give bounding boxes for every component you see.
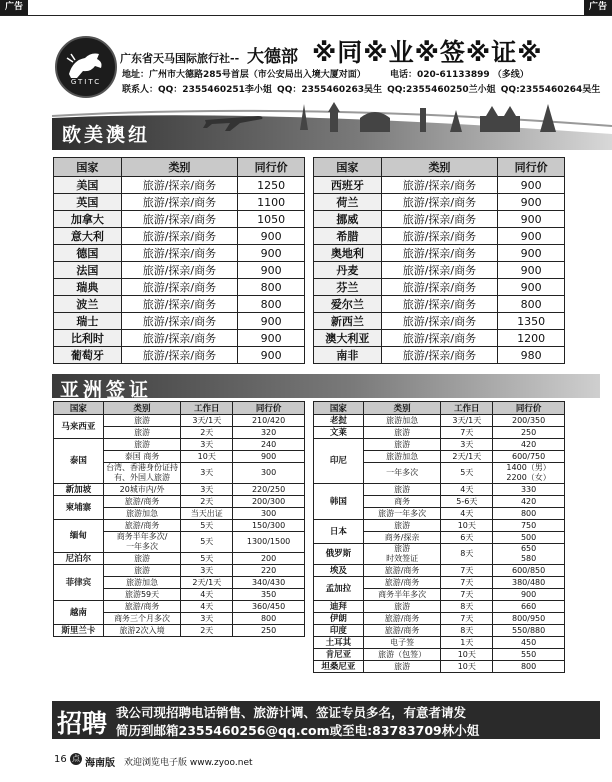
- workdays-cell: 8天: [441, 544, 493, 565]
- company-address: 地址：广州市大德路285号首层（市公安局出入境大厦对面）: [122, 70, 366, 80]
- asia-table-right: [313, 401, 565, 673]
- price-cell: 900: [498, 262, 565, 279]
- country-cell: 荷兰: [314, 194, 382, 211]
- category-cell: 旅游2次入境: [103, 625, 181, 637]
- workdays-cell: 3天: [181, 613, 233, 625]
- price-cell: 300: [233, 508, 305, 520]
- edition-name: 海南版: [85, 758, 115, 769]
- category-cell: 旅游/探亲/商务: [121, 245, 237, 262]
- price-cell: 1250: [238, 177, 305, 194]
- price-cell: 550/880: [493, 625, 565, 637]
- price-cell: 360/450: [233, 601, 305, 613]
- category-cell: 旅游（包签）: [363, 649, 441, 661]
- col-category: 类别: [381, 158, 497, 177]
- col-price: 同行价: [493, 402, 565, 415]
- price-cell: 240: [233, 439, 305, 451]
- table-row: [54, 228, 305, 245]
- country-cell: 肯尼亚: [314, 649, 364, 661]
- price-cell: 900: [493, 589, 565, 601]
- category-cell: 旅游/探亲/商务: [381, 313, 497, 330]
- category-cell: 商务半年多次: [363, 589, 441, 601]
- col-category: 类别: [121, 158, 237, 177]
- country-cell: 瑞典: [54, 279, 122, 296]
- workdays-cell: 5天: [441, 463, 493, 484]
- category-cell: 20城市内/外: [103, 484, 181, 496]
- table-row: [314, 347, 565, 364]
- category-cell: 旅游: [103, 427, 181, 439]
- table-row: [314, 313, 565, 330]
- price-cell: 800/950: [493, 613, 565, 625]
- category-cell: 旅游/探亲/商务: [121, 296, 237, 313]
- table-row: [314, 415, 565, 427]
- company-phone: 电话：020-61133899 （多线）: [390, 70, 529, 80]
- country-cell: 波兰: [54, 296, 122, 313]
- horse-logo-icon: [55, 36, 117, 98]
- price-cell: 800: [498, 296, 565, 313]
- table-row: [314, 544, 565, 565]
- price-cell: 800: [238, 279, 305, 296]
- workdays-cell: 3天: [181, 484, 233, 496]
- price-cell: 200/350: [493, 415, 565, 427]
- price-cell: 900: [498, 279, 565, 296]
- price-cell: 900: [498, 177, 565, 194]
- category-cell: 旅游/探亲/商务: [121, 228, 237, 245]
- category-cell: 旅游加急: [363, 451, 441, 463]
- price-cell: 220/250: [233, 484, 305, 496]
- price-cell: 330: [493, 484, 565, 496]
- category-cell: 旅游/探亲/商务: [381, 228, 497, 245]
- table-row: [314, 520, 565, 532]
- edition-icon: 点: [72, 754, 80, 763]
- workdays-cell: 2天/1天: [441, 451, 493, 463]
- category-cell: 旅游/探亲/商务: [381, 211, 497, 228]
- category-cell: 旅游/探亲/商务: [121, 279, 237, 296]
- country-cell: 文莱: [314, 427, 364, 439]
- country-cell: 印尼: [314, 439, 364, 484]
- category-cell: 旅游/探亲/商务: [381, 279, 497, 296]
- table-row: [54, 296, 305, 313]
- price-cell: 550: [493, 649, 565, 661]
- country-cell: 埃及: [314, 565, 364, 577]
- workdays-cell: 8天: [441, 601, 493, 613]
- table-row: [54, 194, 305, 211]
- country-cell: 日本: [314, 520, 364, 544]
- europe-section-title: 欧美澳纽: [62, 124, 151, 146]
- country-cell: 加拿大: [54, 211, 122, 228]
- country-cell: 意大利: [54, 228, 122, 245]
- table-row: [54, 553, 305, 565]
- company-name: [120, 42, 298, 67]
- country-cell: 德国: [54, 245, 122, 262]
- col-workdays: 工作日: [181, 402, 233, 415]
- price-cell: 900: [238, 262, 305, 279]
- table-row: [54, 439, 305, 451]
- asia-section-title: 亚洲签证: [60, 379, 153, 401]
- country-cell: 英国: [54, 194, 122, 211]
- workdays-cell: 7天: [441, 589, 493, 601]
- table-row: [54, 484, 305, 496]
- category-cell: 旅游/探亲/商务: [121, 194, 237, 211]
- workdays-cell: 2天/1天: [181, 577, 233, 589]
- country-cell: 新西兰: [314, 313, 382, 330]
- price-cell: 800: [493, 508, 565, 520]
- workdays-cell: 当天出证: [181, 508, 233, 520]
- table-row: [314, 484, 565, 496]
- table-row: [54, 625, 305, 637]
- category-cell: 旅游加急: [363, 415, 441, 427]
- table-row: [314, 427, 565, 439]
- col-country: 国家: [314, 402, 364, 415]
- country-cell: 孟加拉: [314, 577, 364, 601]
- category-cell: 旅游: [363, 520, 441, 532]
- category-cell: 旅游/探亲/商务: [121, 313, 237, 330]
- contact-list: 联系人：QQ：2355460251李小姐 QQ：2355460263吴生 QQ:2355460250兰小姐 QQ:2355460264吴生: [122, 85, 601, 95]
- price-cell: 900: [238, 313, 305, 330]
- price-cell: 650 580: [493, 544, 565, 565]
- price-cell: 220: [233, 565, 305, 577]
- workdays-cell: 4天: [441, 508, 493, 520]
- table-row: [314, 245, 565, 262]
- top-rule: [0, 15, 612, 16]
- table-row: [54, 347, 305, 364]
- category-cell: 旅游/商务: [103, 520, 181, 532]
- category-cell: 旅游/探亲/商务: [121, 330, 237, 347]
- country-cell: 美国: [54, 177, 122, 194]
- price-cell: 900: [498, 245, 565, 262]
- workdays-cell: 8天: [441, 625, 493, 637]
- country-cell: 新加坡: [54, 484, 104, 496]
- workdays-cell: 3天: [181, 565, 233, 577]
- price-cell: 320: [233, 427, 305, 439]
- workdays-cell: 4天: [181, 601, 233, 613]
- country-cell: 土耳其: [314, 637, 364, 649]
- country-cell: 葡萄牙: [54, 347, 122, 364]
- category-cell: 旅游: [363, 439, 441, 451]
- workdays-cell: 7天: [441, 427, 493, 439]
- price-cell: 1350: [498, 313, 565, 330]
- country-cell: 韩国: [314, 484, 364, 520]
- workdays-cell: 5天: [181, 532, 233, 553]
- col-price: 同行价: [238, 158, 305, 177]
- country-cell: 迪拜: [314, 601, 364, 613]
- category-cell: 旅游/探亲/商务: [121, 177, 237, 194]
- price-cell: 1100: [238, 194, 305, 211]
- table-row: [54, 415, 305, 427]
- country-cell: 柬埔寨: [54, 496, 104, 520]
- category-cell: 旅游加急: [103, 508, 181, 520]
- category-cell: 旅游加急: [103, 577, 181, 589]
- table-row: [54, 565, 305, 577]
- price-cell: 1200: [498, 330, 565, 347]
- price-cell: 250: [233, 625, 305, 637]
- category-cell: 旅游59天: [103, 589, 181, 601]
- category-cell: 旅游/探亲/商务: [381, 177, 497, 194]
- table-row: [314, 625, 565, 637]
- price-cell: 250: [493, 427, 565, 439]
- category-cell: 商务三个月多次: [103, 613, 181, 625]
- category-cell: 旅游/商务: [103, 496, 181, 508]
- category-cell: 一年多次: [363, 463, 441, 484]
- table-row: [54, 330, 305, 347]
- workdays-cell: 3天/1天: [181, 415, 233, 427]
- country-cell: 斯里兰卡: [54, 625, 104, 637]
- table-row: [314, 637, 565, 649]
- price-cell: 900: [238, 245, 305, 262]
- country-cell: 马来西亚: [54, 415, 104, 439]
- category-cell: 旅游/探亲/商务: [121, 262, 237, 279]
- col-country: 国家: [54, 402, 104, 415]
- category-cell: 旅游: [103, 565, 181, 577]
- col-country: 国家: [54, 158, 122, 177]
- workdays-cell: 2天: [181, 496, 233, 508]
- country-cell: 南非: [314, 347, 382, 364]
- price-cell: 900: [498, 194, 565, 211]
- workdays-cell: 3天: [181, 439, 233, 451]
- price-cell: 380/480: [493, 577, 565, 589]
- price-cell: 600/750: [493, 451, 565, 463]
- category-cell: 旅游: [363, 601, 441, 613]
- table-row: [54, 177, 305, 194]
- price-cell: 800: [238, 296, 305, 313]
- recruit-text-line1: 我公司现招聘电话销售、旅游计调、签证专员多名，有意者请发: [116, 705, 467, 720]
- table-row: [314, 649, 565, 661]
- asia-table-left: [53, 401, 305, 637]
- table-row: [54, 211, 305, 228]
- table-row: [314, 601, 565, 613]
- price-cell: 900: [238, 330, 305, 347]
- category-cell: 旅游: [103, 439, 181, 451]
- ad-label-left: 广告: [0, 0, 28, 15]
- country-cell: 芬兰: [314, 279, 382, 296]
- logo-text: GTITC: [70, 78, 102, 86]
- table-row: [314, 177, 565, 194]
- workdays-cell: 5天: [181, 520, 233, 532]
- price-cell: 340/430: [233, 577, 305, 589]
- category-cell: 电子签: [363, 637, 441, 649]
- country-cell: 西班牙: [314, 177, 382, 194]
- workdays-cell: 3天: [441, 439, 493, 451]
- table-row: [54, 262, 305, 279]
- price-cell: 750: [493, 520, 565, 532]
- category-cell: 旅游/探亲/商务: [381, 296, 497, 313]
- table-row: [54, 279, 305, 296]
- table-row: [54, 245, 305, 262]
- price-cell: 900: [238, 228, 305, 245]
- table-row: [314, 296, 565, 313]
- price-cell: 420: [493, 496, 565, 508]
- website-link[interactable]: 欢迎浏览电子版 www.zyoo.net: [124, 758, 253, 768]
- table-row: [314, 661, 565, 673]
- table-row: [314, 565, 565, 577]
- table-row: [314, 439, 565, 451]
- price-cell: 1300/1500: [233, 532, 305, 553]
- workdays-cell: 3天/1天: [441, 415, 493, 427]
- country-cell: 希腊: [314, 228, 382, 245]
- col-category: 类别: [103, 402, 181, 415]
- col-category: 类别: [363, 402, 441, 415]
- country-cell: 尼泊尔: [54, 553, 104, 565]
- category-cell: 旅游: [363, 484, 441, 496]
- category-cell: 旅游/探亲/商务: [381, 330, 497, 347]
- workdays-cell: 4天: [181, 589, 233, 601]
- country-cell: 菲律宾: [54, 565, 104, 601]
- price-cell: 210/420: [233, 415, 305, 427]
- category-cell: 旅游/商务: [363, 613, 441, 625]
- country-cell: 伊朗: [314, 613, 364, 625]
- category-cell: 旅游/探亲/商务: [381, 245, 497, 262]
- price-cell: 900: [498, 211, 565, 228]
- workdays-cell: 6天: [441, 532, 493, 544]
- table-row: [54, 313, 305, 330]
- price-cell: 1400（男） 2200（女）: [493, 463, 565, 484]
- col-price: 同行价: [498, 158, 565, 177]
- price-cell: 350: [233, 589, 305, 601]
- country-cell: 比利时: [54, 330, 122, 347]
- price-cell: 200: [233, 553, 305, 565]
- workdays-cell: 10天: [441, 661, 493, 673]
- country-cell: 法国: [54, 262, 122, 279]
- category-cell: 旅游/商务: [363, 625, 441, 637]
- price-cell: 200/300: [233, 496, 305, 508]
- workdays-cell: 10天: [441, 520, 493, 532]
- country-cell: 泰国: [54, 439, 104, 484]
- category-cell: 旅游/探亲/商务: [121, 211, 237, 228]
- workdays-cell: 3天: [181, 463, 233, 484]
- category-cell: 旅游 时效签证: [363, 544, 441, 565]
- workdays-cell: 2天: [181, 427, 233, 439]
- workdays-cell: 7天: [441, 577, 493, 589]
- country-cell: 奥地利: [314, 245, 382, 262]
- category-cell: 旅游一年多次: [363, 508, 441, 520]
- country-cell: 俄罗斯: [314, 544, 364, 565]
- category-cell: 旅游: [363, 427, 441, 439]
- table-row: [314, 613, 565, 625]
- price-cell: 900: [498, 228, 565, 245]
- table-row: [54, 601, 305, 613]
- workdays-cell: 1天: [441, 637, 493, 649]
- page-number: 16: [54, 754, 67, 765]
- price-cell: 1050: [238, 211, 305, 228]
- category-cell: 旅游/商务: [363, 577, 441, 589]
- country-cell: 爱尔兰: [314, 296, 382, 313]
- category-cell: 旅游/商务: [363, 565, 441, 577]
- table-row: [314, 194, 565, 211]
- price-cell: 900: [233, 451, 305, 463]
- category-cell: 台湾、香港身份证持 有、外国人旅游: [103, 463, 181, 484]
- col-price: 同行价: [233, 402, 305, 415]
- country-cell: 越南: [54, 601, 104, 625]
- category-cell: 商务半年多次/ 一年多次: [103, 532, 181, 553]
- workdays-cell: 7天: [441, 565, 493, 577]
- category-cell: 旅游/探亲/商务: [381, 262, 497, 279]
- country-cell: 老挝: [314, 415, 364, 427]
- price-cell: 600/850: [493, 565, 565, 577]
- branch-name: 大德部: [246, 47, 298, 67]
- category-cell: 泰国 商务: [103, 451, 181, 463]
- category-cell: 商务/探亲: [363, 532, 441, 544]
- category-cell: 旅游/探亲/商务: [381, 194, 497, 211]
- workdays-cell: 4天: [441, 484, 493, 496]
- country-cell: 印度: [314, 625, 364, 637]
- country-cell: 丹麦: [314, 262, 382, 279]
- company-label: 广东省天马国际旅行社--: [120, 52, 243, 65]
- recruit-text-line2: 简历到邮箱2355460256@qq.com或至电:83783709林小姐: [116, 723, 480, 738]
- recruit-title: 招聘: [57, 709, 108, 738]
- workdays-cell: 5天: [181, 553, 233, 565]
- price-cell: 150/300: [233, 520, 305, 532]
- table-row: [314, 330, 565, 347]
- europe-table-left: [53, 157, 305, 364]
- country-cell: 坦桑尼亚: [314, 661, 364, 673]
- europe-table-right: [313, 157, 565, 364]
- price-cell: 500: [493, 532, 565, 544]
- country-cell: 缅甸: [54, 520, 104, 553]
- workdays-cell: 7天: [441, 613, 493, 625]
- col-country: 国家: [314, 158, 382, 177]
- table-row: [314, 228, 565, 245]
- table-row: [314, 279, 565, 296]
- col-workdays: 工作日: [441, 402, 493, 415]
- workdays-cell: 2天: [181, 625, 233, 637]
- category-cell: 旅游: [103, 415, 181, 427]
- price-cell: 450: [493, 637, 565, 649]
- price-cell: 660: [493, 601, 565, 613]
- category-cell: 旅游/探亲/商务: [381, 347, 497, 364]
- price-cell: 800: [493, 661, 565, 673]
- price-cell: 420: [493, 439, 565, 451]
- category-cell: 旅游/商务: [103, 601, 181, 613]
- ad-label-right: 广告: [584, 0, 612, 15]
- price-cell: 300: [233, 463, 305, 484]
- table-row: [314, 211, 565, 228]
- price-cell: 800: [233, 613, 305, 625]
- category-cell: 旅游/探亲/商务: [121, 347, 237, 364]
- table-row: [314, 577, 565, 589]
- category-cell: 旅游: [363, 661, 441, 673]
- price-cell: 900: [238, 347, 305, 364]
- table-row: [54, 520, 305, 532]
- category-cell: 商务: [363, 496, 441, 508]
- visa-slogan: ※同※业※签※证※: [312, 38, 543, 67]
- country-cell: 挪威: [314, 211, 382, 228]
- category-cell: 旅游: [103, 553, 181, 565]
- workdays-cell: 5-6天: [441, 496, 493, 508]
- country-cell: 瑞士: [54, 313, 122, 330]
- workdays-cell: 10天: [181, 451, 233, 463]
- country-cell: 澳大利亚: [314, 330, 382, 347]
- workdays-cell: 10天: [441, 649, 493, 661]
- table-row: [314, 262, 565, 279]
- price-cell: 980: [498, 347, 565, 364]
- table-row: [54, 496, 305, 508]
